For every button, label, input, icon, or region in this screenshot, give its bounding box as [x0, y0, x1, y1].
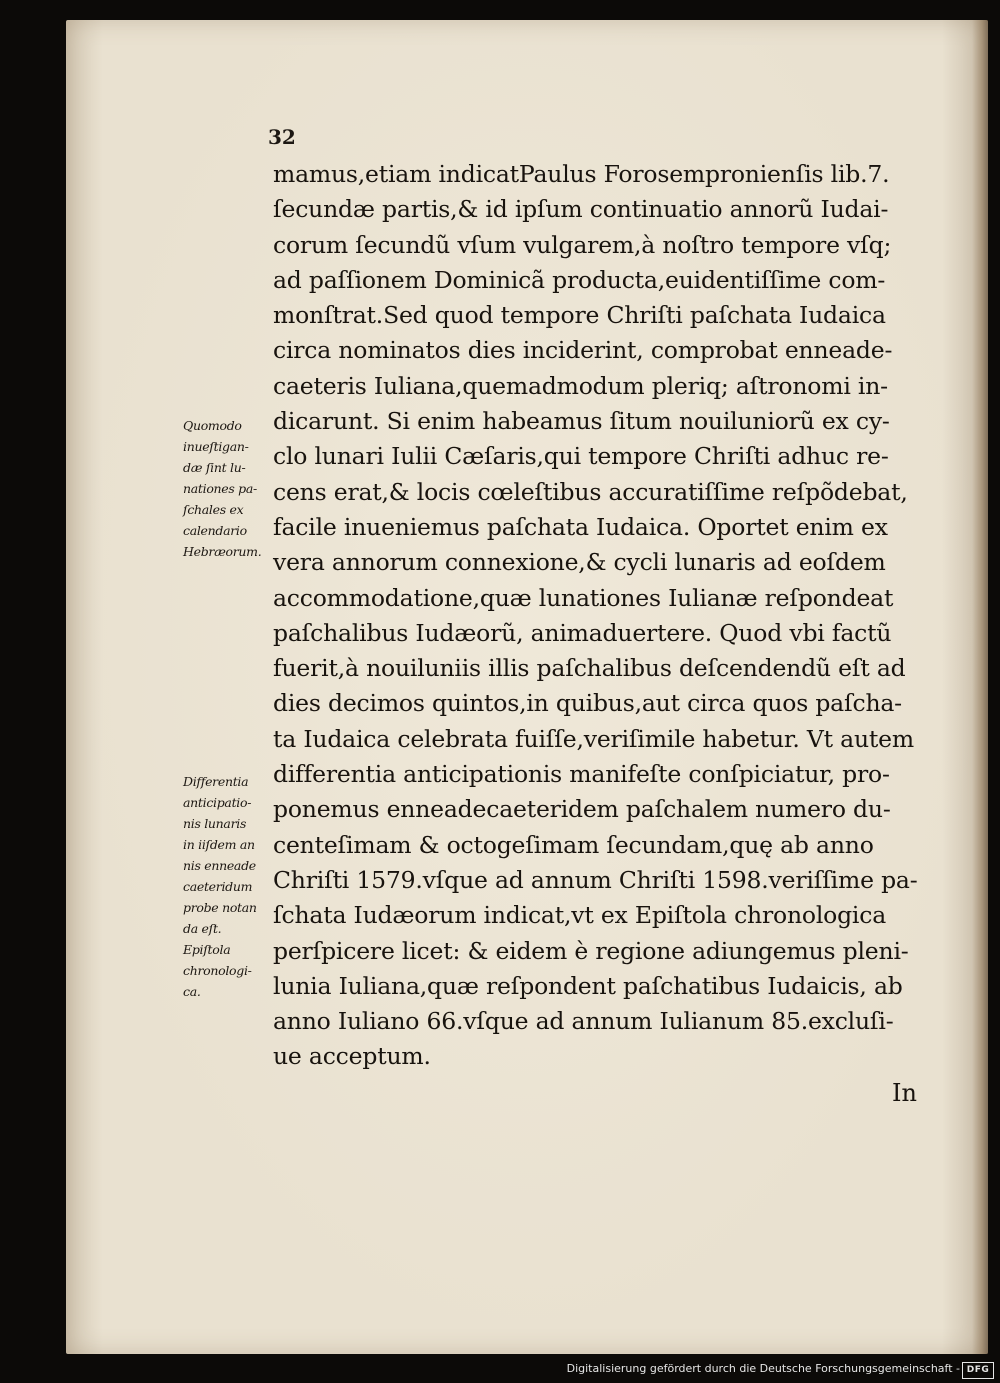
- main-text-block: [273, 157, 923, 1075]
- margin-note-line: anticipatio-: [183, 795, 252, 810]
- text-line: perſpicere licet: & eidem è regione adiungemus pleni-: [273, 936, 909, 965]
- margin-note-line: ſchales ex: [183, 502, 244, 517]
- text-line: monſtrat.Sed quod tempore Chriſti paſchata Iudaica: [273, 301, 886, 330]
- page-edge-shadow: [972, 20, 988, 1354]
- text-line: circa nominatos dies inciderint, comprobat ennеade-: [273, 336, 893, 365]
- text-line: corum ſecundũ vſum vulgarem,à noſtro tempore vſq;: [273, 230, 892, 259]
- dfg-logo: DFG: [962, 1362, 994, 1379]
- margin-note-line: inueſtigan-: [183, 439, 249, 454]
- margin-note-line: da eſt.: [183, 921, 222, 936]
- margin-note-line: caeteridum: [183, 879, 253, 894]
- page-number: 32: [268, 125, 296, 149]
- digitization-footer: [0, 1358, 1000, 1383]
- text-line: ta Iudaica celebrata fuiſſe,veriſimile habetur. Vt autem: [273, 724, 914, 753]
- margin-note-line: nationes pa-: [183, 481, 257, 496]
- margin-note-line: nis enneade: [183, 858, 256, 873]
- text-line: anno Iuliano 66.vſque ad annum Iulianum 85.excluſi-: [273, 1007, 894, 1036]
- margin-note-line: Epiſtola: [183, 942, 231, 957]
- text-line: ue acceptum.: [273, 1042, 431, 1071]
- margin-note-line: Quomodo: [183, 418, 242, 433]
- text-line: clo lunari Iulii Cæſaris,qui tempore Chriſti adhuc re-: [273, 442, 889, 471]
- text-line: dicarunt. Si enim habeamus ſitum nouiluniorũ ex cy-: [273, 407, 890, 436]
- margin-note-differentia: [183, 771, 283, 1002]
- text-line: vera annorum connexione,& cycli lunaris ad eoſdem: [273, 548, 886, 577]
- text-line: dies decimos quintos,in quibus,aut circa quos paſcha-: [273, 689, 902, 718]
- text-line: facile inueniemus paſchata Iudaica. Oportet enim ex: [273, 512, 888, 541]
- catchword: In: [892, 1079, 917, 1107]
- text-line: paſchalibus Iudæorũ, animaduertere. Quod vbi factũ: [273, 618, 892, 647]
- text-line: Chriſti 1579.vſque ad annum Chriſti 1598.veriſſime pa-: [273, 865, 918, 894]
- text-line: caeteris Iuliana,quemadmodum pleriq; aſtronomi in-: [273, 371, 888, 400]
- margin-note-line: dæ ſint lu-: [183, 460, 246, 475]
- text-line: accommodatione,quæ lunationes Iulianæ reſpondeat: [273, 583, 894, 612]
- text-line: ponemus enneadecaeteridem paſchalem numero du-: [273, 795, 891, 824]
- margin-note-lunations: [183, 415, 283, 562]
- text-line: fuerit,à nouiluniis illis paſchalibus deſcendendũ eſt ad: [273, 654, 906, 683]
- text-line: lunia Iuliana,quæ reſpondent paſchatibus Iudaicis, ab: [273, 971, 903, 1000]
- margin-note-line: ca.: [183, 984, 201, 999]
- text-line: ſchata Iudæorum indicat,vt ex Epiſtola chronologica: [273, 901, 887, 930]
- margin-note-line: nis lunaris: [183, 816, 247, 831]
- margin-note-line: in iiſdem an: [183, 837, 255, 852]
- margin-note-line: chronologi-: [183, 963, 252, 978]
- text-line: mamus,etiam indicatPaulus Forosempronienſis lib.7.: [273, 160, 890, 188]
- text-line: ſecundæ partis,& id ipſum continuatio annorũ Iudai-: [273, 195, 889, 224]
- text-line: cens erat,& locis cœleſtibus accuratiſſime reſpõdebat,: [273, 477, 908, 506]
- margin-note-line: probe notan: [183, 900, 257, 915]
- text-line: centeſimam & octogeſimam ſecundam,quę ab anno: [273, 830, 874, 859]
- funding-credit: Digitalisierung gefördert durch die Deutsche Forschungsgemeinschaft -: [566, 1362, 960, 1375]
- text-line: ad paſſionem Dominicã producta,euidentiſſime com-: [273, 265, 886, 294]
- margin-note-line: Hebræorum.: [183, 544, 262, 559]
- margin-note-line: Differentia: [183, 774, 249, 789]
- text-line: differentia anticipationis manifeſte conſpiciatur, pro-: [273, 760, 890, 789]
- margin-note-line: calendario: [183, 523, 247, 538]
